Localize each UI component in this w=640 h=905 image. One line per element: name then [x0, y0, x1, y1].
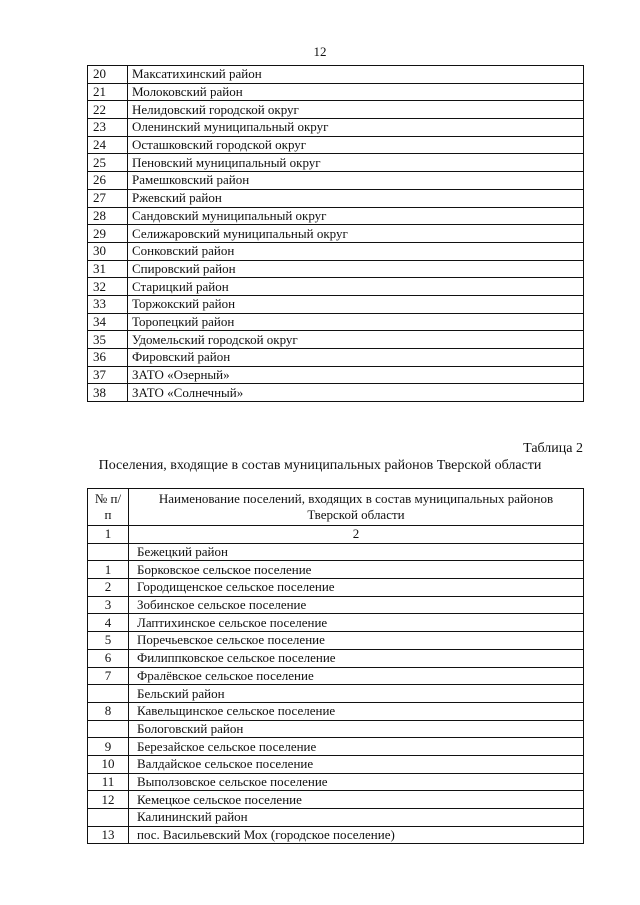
- row-name: Торопецкий район: [128, 313, 584, 331]
- table-row: [88, 738, 584, 756]
- row-name: ЗАТО «Солнечный»: [128, 384, 584, 402]
- row-name: Березайское сельское поселение: [129, 738, 584, 756]
- row-number: 26: [88, 172, 128, 190]
- row-number: 10: [88, 755, 129, 773]
- table-row: [88, 649, 584, 667]
- row-number: 12: [88, 791, 129, 809]
- row-number: 21: [88, 83, 128, 101]
- row-number: [88, 809, 129, 827]
- row-name: Селижаровский муниципальный округ: [128, 225, 584, 243]
- row-number: 29: [88, 225, 128, 243]
- table-row: [88, 349, 584, 367]
- table-row: [88, 366, 584, 384]
- table-row: [88, 278, 584, 296]
- row-name: ЗАТО «Озерный»: [128, 366, 584, 384]
- row-name: Кавельщинское сельское поселение: [129, 702, 584, 720]
- table-title: Поселения, входящие в состав муниципальных районов Тверской области: [98, 458, 542, 473]
- row-number: 4: [88, 614, 129, 632]
- row-number: 35: [88, 331, 128, 349]
- row-number: 22: [88, 101, 128, 119]
- column-number-1: 1: [88, 526, 129, 544]
- row-name: Рамешковский район: [128, 172, 584, 190]
- districts-table-body: [88, 66, 584, 402]
- row-number: 28: [88, 207, 128, 225]
- row-name: Сонковский район: [128, 242, 584, 260]
- table-row: [88, 614, 584, 632]
- row-number: 31: [88, 260, 128, 278]
- row-number: 5: [88, 632, 129, 650]
- row-name: пос. Васильевский Мох (городское поселение): [129, 826, 584, 844]
- table-row: [88, 561, 584, 579]
- header-name: Наименование поселений, входящих в состав муниципальных районов Тверской области: [129, 489, 584, 526]
- table-row: [88, 667, 584, 685]
- row-name: Нелидовский городской округ: [128, 101, 584, 119]
- table-row: [88, 101, 584, 119]
- row-number: [88, 543, 129, 561]
- settlements-table-body: [88, 489, 584, 844]
- districts-table-continued: [87, 65, 584, 402]
- row-name: Сандовский муниципальный округ: [128, 207, 584, 225]
- column-number-row: [88, 526, 584, 544]
- settlements-table: [87, 488, 584, 844]
- table-row: [88, 720, 584, 738]
- table-row: [88, 242, 584, 260]
- column-number-2: 2: [129, 526, 584, 544]
- row-name: Оленинский муниципальный округ: [128, 119, 584, 137]
- row-number: 6: [88, 649, 129, 667]
- row-number: 27: [88, 189, 128, 207]
- row-name: Филиппковское сельское поселение: [129, 649, 584, 667]
- row-number: 24: [88, 136, 128, 154]
- row-name: Молоковский район: [128, 83, 584, 101]
- table-row: [88, 260, 584, 278]
- row-number: 11: [88, 773, 129, 791]
- row-number: 7: [88, 667, 129, 685]
- row-name: Фировский район: [128, 349, 584, 367]
- table-row: [88, 154, 584, 172]
- row-number: 34: [88, 313, 128, 331]
- table-row: [88, 809, 584, 827]
- header-num: № п/п: [88, 489, 129, 526]
- table-row: [88, 313, 584, 331]
- table-row: [88, 579, 584, 597]
- row-number: 20: [88, 66, 128, 84]
- row-name: Поречьевское сельское поселение: [129, 632, 584, 650]
- table-row: [88, 702, 584, 720]
- row-name: Спировский район: [128, 260, 584, 278]
- table-row: [88, 295, 584, 313]
- table-label: Таблица 2: [523, 441, 583, 456]
- row-name: Осташковский городской округ: [128, 136, 584, 154]
- row-number: 8: [88, 702, 129, 720]
- row-number: 1: [88, 561, 129, 579]
- row-number: [88, 720, 129, 738]
- row-name: Бежецкий район: [129, 543, 584, 561]
- row-number: 3: [88, 596, 129, 614]
- table-row: [88, 543, 584, 561]
- table-row: [88, 331, 584, 349]
- row-name: Бологовский район: [129, 720, 584, 738]
- row-number: 37: [88, 366, 128, 384]
- row-name: Кемецкое сельское поселение: [129, 791, 584, 809]
- row-name: Валдайское сельское поселение: [129, 755, 584, 773]
- table-row: [88, 172, 584, 190]
- row-name: Лаптихинское сельское поселение: [129, 614, 584, 632]
- table-row: [88, 685, 584, 703]
- row-number: 36: [88, 349, 128, 367]
- row-name: Торжокский район: [128, 295, 584, 313]
- row-number: 32: [88, 278, 128, 296]
- row-number: 13: [88, 826, 129, 844]
- row-number: 23: [88, 119, 128, 137]
- row-number: 38: [88, 384, 128, 402]
- table-row: [88, 83, 584, 101]
- row-name: Фралёвское сельское поселение: [129, 667, 584, 685]
- row-name: Удомельский городской округ: [128, 331, 584, 349]
- table-row: [88, 384, 584, 402]
- row-number: [88, 685, 129, 703]
- row-name: Ржевский район: [128, 189, 584, 207]
- table-row: [88, 119, 584, 137]
- row-name: Выползовское сельское поселение: [129, 773, 584, 791]
- table-row: [88, 791, 584, 809]
- table-row: [88, 189, 584, 207]
- row-name: Старицкий район: [128, 278, 584, 296]
- row-name: Зобинское сельское поселение: [129, 596, 584, 614]
- row-number: 9: [88, 738, 129, 756]
- table-row: [88, 596, 584, 614]
- row-name: Максатихинский район: [128, 66, 584, 84]
- row-number: 2: [88, 579, 129, 597]
- row-number: 25: [88, 154, 128, 172]
- row-name: Пеновский муниципальный округ: [128, 154, 584, 172]
- row-name: Борковское сельское поселение: [129, 561, 584, 579]
- row-name: Бельский район: [129, 685, 584, 703]
- row-number: 33: [88, 295, 128, 313]
- page-number: 12: [313, 44, 327, 59]
- table-row: [88, 773, 584, 791]
- table-row: [88, 207, 584, 225]
- table-row: [88, 136, 584, 154]
- row-name: Калининский район: [129, 809, 584, 827]
- table-row: [88, 225, 584, 243]
- table-row: [88, 755, 584, 773]
- table-row: [88, 632, 584, 650]
- row-number: 30: [88, 242, 128, 260]
- table-header-row: [88, 489, 584, 526]
- row-name: Городищенское сельское поселение: [129, 579, 584, 597]
- table-row: [88, 826, 584, 844]
- table-row: [88, 66, 584, 84]
